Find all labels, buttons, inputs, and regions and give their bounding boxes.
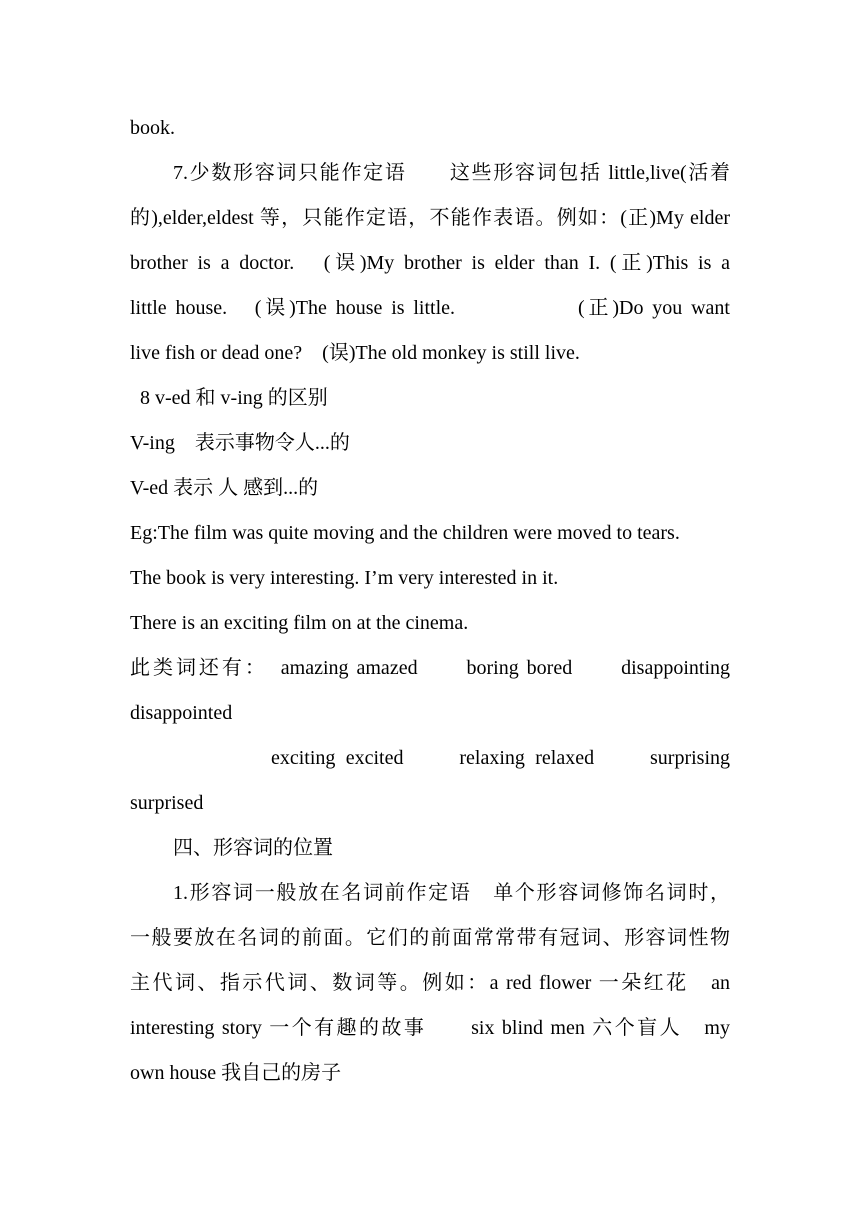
text-line-18: 1.形容词一般放在名词前作定语 单个形容词修饰名词时， [173,882,730,904]
text-line-15: exciting excited relaxing relaxed surprising [271,747,730,769]
text-line-10: Eg:The film was quite moving and the children were moved to tears. [130,522,680,544]
text-line-20: 主代词、指示代词、数词等。例如：a red flower 一朵红花 an [130,972,730,994]
document-page [130,106,730,1096]
text-line-13: 此类词还有： amazing amazed boring bored disappointing [130,657,730,679]
text-line-8: V-ing 表示事物令人...的 [130,432,350,454]
text-line-7: 8 v-ed 和 v-ing 的区别 [140,387,328,409]
text-line-6: live fish or dead one? (误)The old monkey is still live. [130,342,580,364]
text-line-12: There is an exciting film on at the cinema. [130,612,469,634]
text-line-16: surprised [130,792,204,814]
text-line-19: 一般要放在名词的前面。它们的前面常常带有冠词、形容词性物 [130,927,730,949]
text-line-11: The book is very interesting. I’m very interested in it. [130,567,559,589]
text-line-1: book. [130,117,175,139]
text-line-9: V-ed 表示 人 感到...的 [130,477,319,499]
text-line-2: 7.少数形容词只能作定语 这些形容词包括 little,live(活着 [173,162,730,184]
text-line-5: little house. (误)The house is little. (正)Do you want [130,297,730,319]
text-line-14: disappointed [130,702,233,724]
section-heading: 四、形容词的位置 [173,837,333,859]
text-line-21: interesting story 一个有趣的故事 six blind men 六个盲人 my [130,1017,730,1039]
text-line-3: 的),elder,eldest 等，只能作定语，不能作表语。例如：(正)My elder [130,207,730,229]
text-line-4: brother is a doctor. (误)My brother is elder than I. (正)This is a [130,252,730,274]
text-line-22: own house 我自己的房子 [130,1062,342,1084]
